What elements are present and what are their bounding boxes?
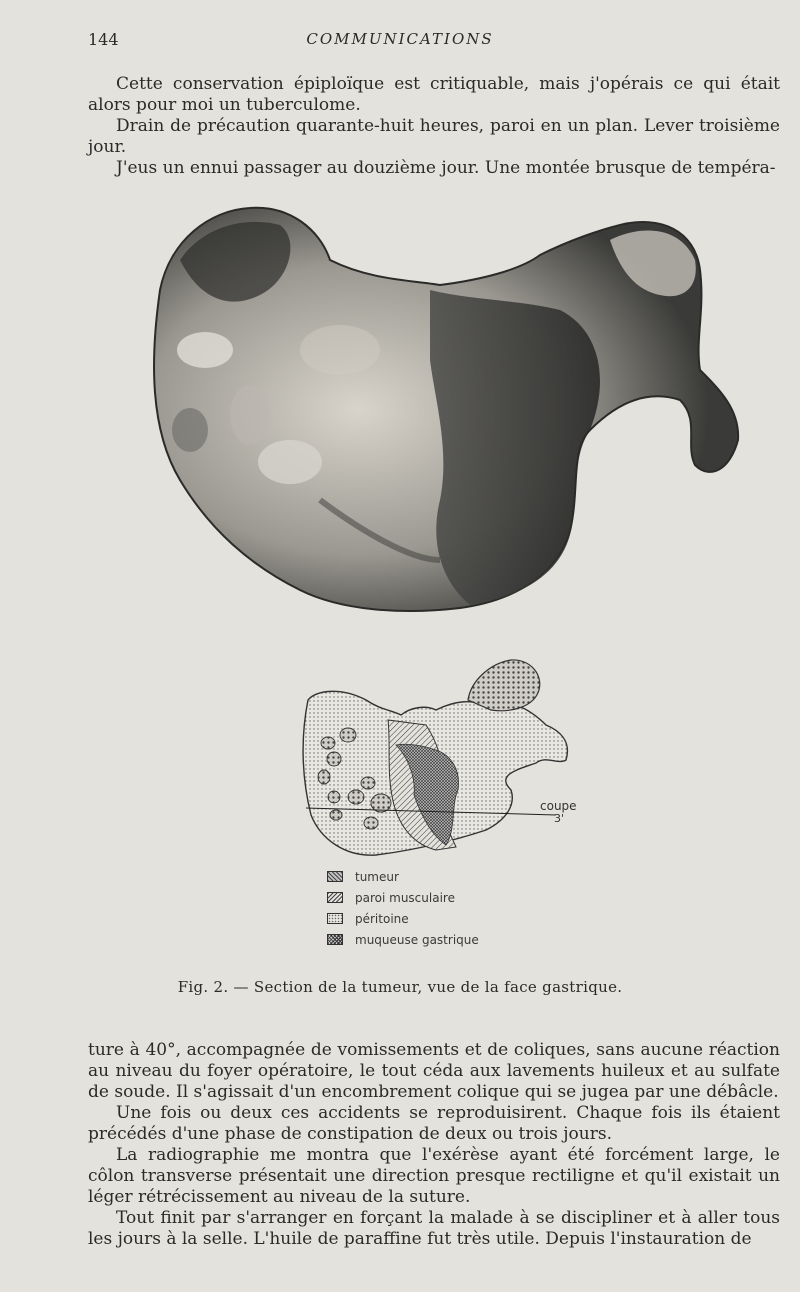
caption-text: — Section de la tumeur, vue de la face gastrique. xyxy=(228,978,623,996)
legend-label: paroi musculaire xyxy=(355,890,455,905)
running-head: COMMUNICATIONS xyxy=(306,30,494,48)
legend-item xyxy=(327,929,567,950)
paragraph: ture à 40°, accompagnée de vomissements et de coliques, sans aucune réaction au niveau du foyer opératoire, le tout céda aux lavements huileux et au sulfate de soude. Il s'agissait d'un encombrement colique qui se jugea par une débâcle. xyxy=(88,1040,780,1102)
cut-label: coupe xyxy=(540,799,577,813)
top-text-block xyxy=(88,74,780,179)
paragraph: J'eus un ennui passager au douzième jour. Une montée brusque de tempéra- xyxy=(116,158,776,178)
legend-label: péritoine xyxy=(355,911,409,926)
paragraph: La radiographie me montra que l'exérèse ayant été forcément large, le côlon transverse présentait une direction presque rectiligne et qu'il existait un léger rétrécissement au niveau de la suture. xyxy=(88,1145,780,1207)
muscle-wall-swatch-icon xyxy=(327,892,343,903)
figure-caption xyxy=(0,978,800,996)
gastric-mucosa-swatch-icon xyxy=(327,934,343,945)
legend-item xyxy=(327,887,567,908)
tumor-swatch-icon xyxy=(327,871,343,882)
page-number: 144 xyxy=(88,30,119,49)
figure-label: Fig. 2. xyxy=(177,978,229,996)
bottom-text-block xyxy=(88,1040,780,1250)
legend-item xyxy=(327,908,567,929)
legend-label: muqueuse gastrique xyxy=(355,932,479,947)
tumor-specimen-photo xyxy=(140,200,750,620)
cut-label-secondary: 3' xyxy=(554,812,565,825)
paragraph: Une fois ou deux ces accidents se reproduisirent. Chaque fois ils étaient précédés d'une phase de constipation de deux ou trois jours. xyxy=(88,1103,780,1144)
legend-item xyxy=(327,866,567,887)
paragraph: Cette conservation épiploïque est critiquable, mais j'opérais ce qui était alors pour moi un tuberculome. xyxy=(88,74,780,115)
tumor-section-diagram xyxy=(296,655,596,865)
peritoneum-swatch-icon xyxy=(327,913,343,924)
page-header xyxy=(0,30,800,52)
diagram-legend xyxy=(327,866,567,950)
paragraph: Tout finit par s'arranger en forçant la malade à se discipliner et à aller tous les jours à la selle. L'huile de paraffine fut très utile. Depuis l'instauration de xyxy=(88,1208,780,1249)
legend-label: tumeur xyxy=(355,869,399,884)
paragraph: Drain de précaution quarante-huit heures, paroi en un plan. Lever troisième jour. xyxy=(88,116,780,157)
